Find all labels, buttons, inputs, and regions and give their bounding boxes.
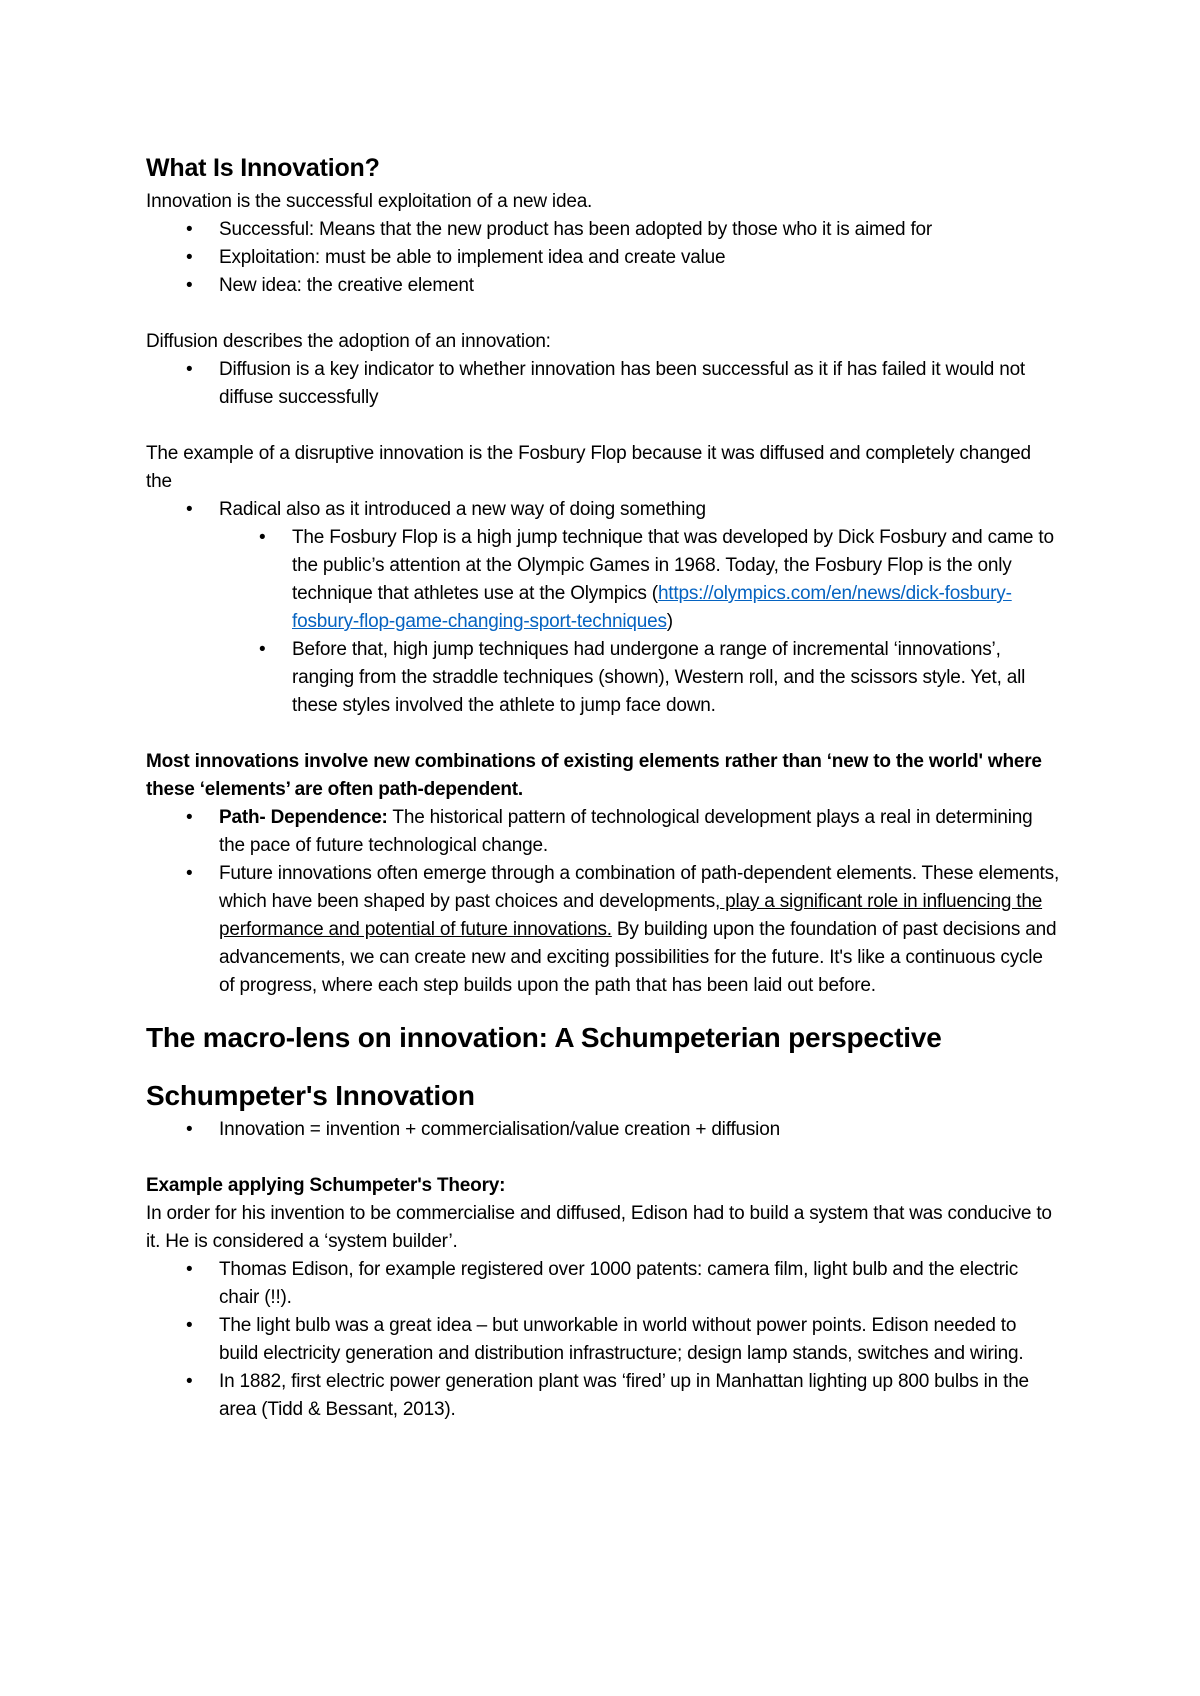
fosbury-sub-bullets xyxy=(219,524,1060,720)
fosbury-description: The Fosbury Flop is a high jump technique that was developed by Dick Fosbury and came to the public’s attention at the Olympic Games in 1968. Today, the Fosbury Flop is the only technique that athletes use at the Olympics ( xyxy=(292,527,1054,604)
example-heading-text: Example applying Schumpeter's Theory: xyxy=(146,1175,506,1196)
list-item xyxy=(146,860,1060,1000)
list-item: • Successful: Means that the new product has been adopted by those who it is aimed for xyxy=(146,216,1060,244)
underlined-text: , play a significant role in influencing the performance and potential of future innovations. xyxy=(219,891,1043,940)
future-innovations-text: Future innovations often emerge through a combination of path-dependent elements. These elements, which have been shaped by past choices and developments xyxy=(219,863,1060,912)
list-item: • Innovation = invention + commercialisation/value creation + diffusion xyxy=(146,1116,1060,1144)
fosbury-bullets xyxy=(146,496,1060,720)
section-title-schumpeter: Schumpeter's Innovation xyxy=(146,1080,475,1111)
list-item: • New idea: the creative element xyxy=(146,272,1060,300)
link-close-paren: ) xyxy=(666,611,673,632)
list-item: • Before that, high jump techniques had undergone a range of incremental ‘innovations’, ranging from the straddle techniques (shown), Western roll, and the scissors style. Yet, all these styles involved the athlete to jump face down. xyxy=(219,636,1060,720)
olympics-link[interactable]: https://olympics.com/en/news/dick-fosbury-fosbury-flop-game-changing-sport-techniques xyxy=(292,583,1012,632)
list-item: • Exploitation: must be able to implement idea and create value xyxy=(146,244,1060,272)
list-item: • Diffusion is a key indicator to whether innovation has been successful as it if has failed it would not diffuse successfully xyxy=(146,356,1060,412)
section-title-macro-lens: The macro-lens on innovation: A Schumpeterian perspective xyxy=(146,1022,942,1053)
innovation-bullets xyxy=(146,216,1060,300)
list-item: • In 1882, first electric power generation plant was ‘fired’ up in Manhattan lighting up 800 bulbs in the area (Tidd & Bessant, 2013). xyxy=(146,1368,1060,1424)
path-dependence-label: Path- Dependence: xyxy=(219,807,388,828)
list-item xyxy=(146,804,1060,860)
schumpeter-bullets xyxy=(146,1116,1060,1144)
path-dependence-text: The historical pattern of technological development plays a real in determining the pace of future technological change. xyxy=(219,807,1033,856)
path-dependence-bullets xyxy=(146,804,1060,1000)
radical-text: Radical also as it introduced a new way of doing something xyxy=(219,499,706,520)
list-item xyxy=(219,524,1060,636)
list-item xyxy=(146,496,1060,720)
list-item: • The light bulb was a great idea – but unworkable in world without power points. Edison needed to build electricity generation and distribution infrastructure; design lamp stands, switches and wiring. xyxy=(146,1312,1060,1368)
fosbury-intro: The example of a disruptive innovation is the Fosbury Flop because it was diffused and completely changed the xyxy=(146,443,1031,492)
list-item: • Thomas Edison, for example registered over 1000 patents: camera film, light bulb and the electric chair (!!). xyxy=(146,1256,1060,1312)
future-innovations-text-end: By building upon the foundation of past decisions and advancements, we can create new and exciting possibilities for the future. It's like a continuous cycle of progress, where each step builds upon the path that has been laid out before. xyxy=(219,919,1057,996)
section-title-what-is-innovation: What Is Innovation? xyxy=(146,154,380,182)
edison-bullets xyxy=(146,1256,1060,1424)
diffusion-bullets xyxy=(146,356,1060,412)
path-dependence-heading-text: Most innovations involve new combinations of existing elements rather than ‘new to the world' where these ‘elements’ are often path-dependent. xyxy=(146,751,1042,800)
example-intro: In order for his invention to be commercialise and diffused, Edison had to build a system that was conducive to it. He is considered a ‘system builder’. xyxy=(146,1203,1052,1252)
example-heading xyxy=(146,1172,1060,1200)
path-dependence-heading xyxy=(146,748,1060,804)
innovation-definition: Innovation is the successful exploitation of a new idea. xyxy=(146,191,593,212)
diffusion-intro: Diffusion describes the adoption of an innovation: xyxy=(146,331,551,352)
